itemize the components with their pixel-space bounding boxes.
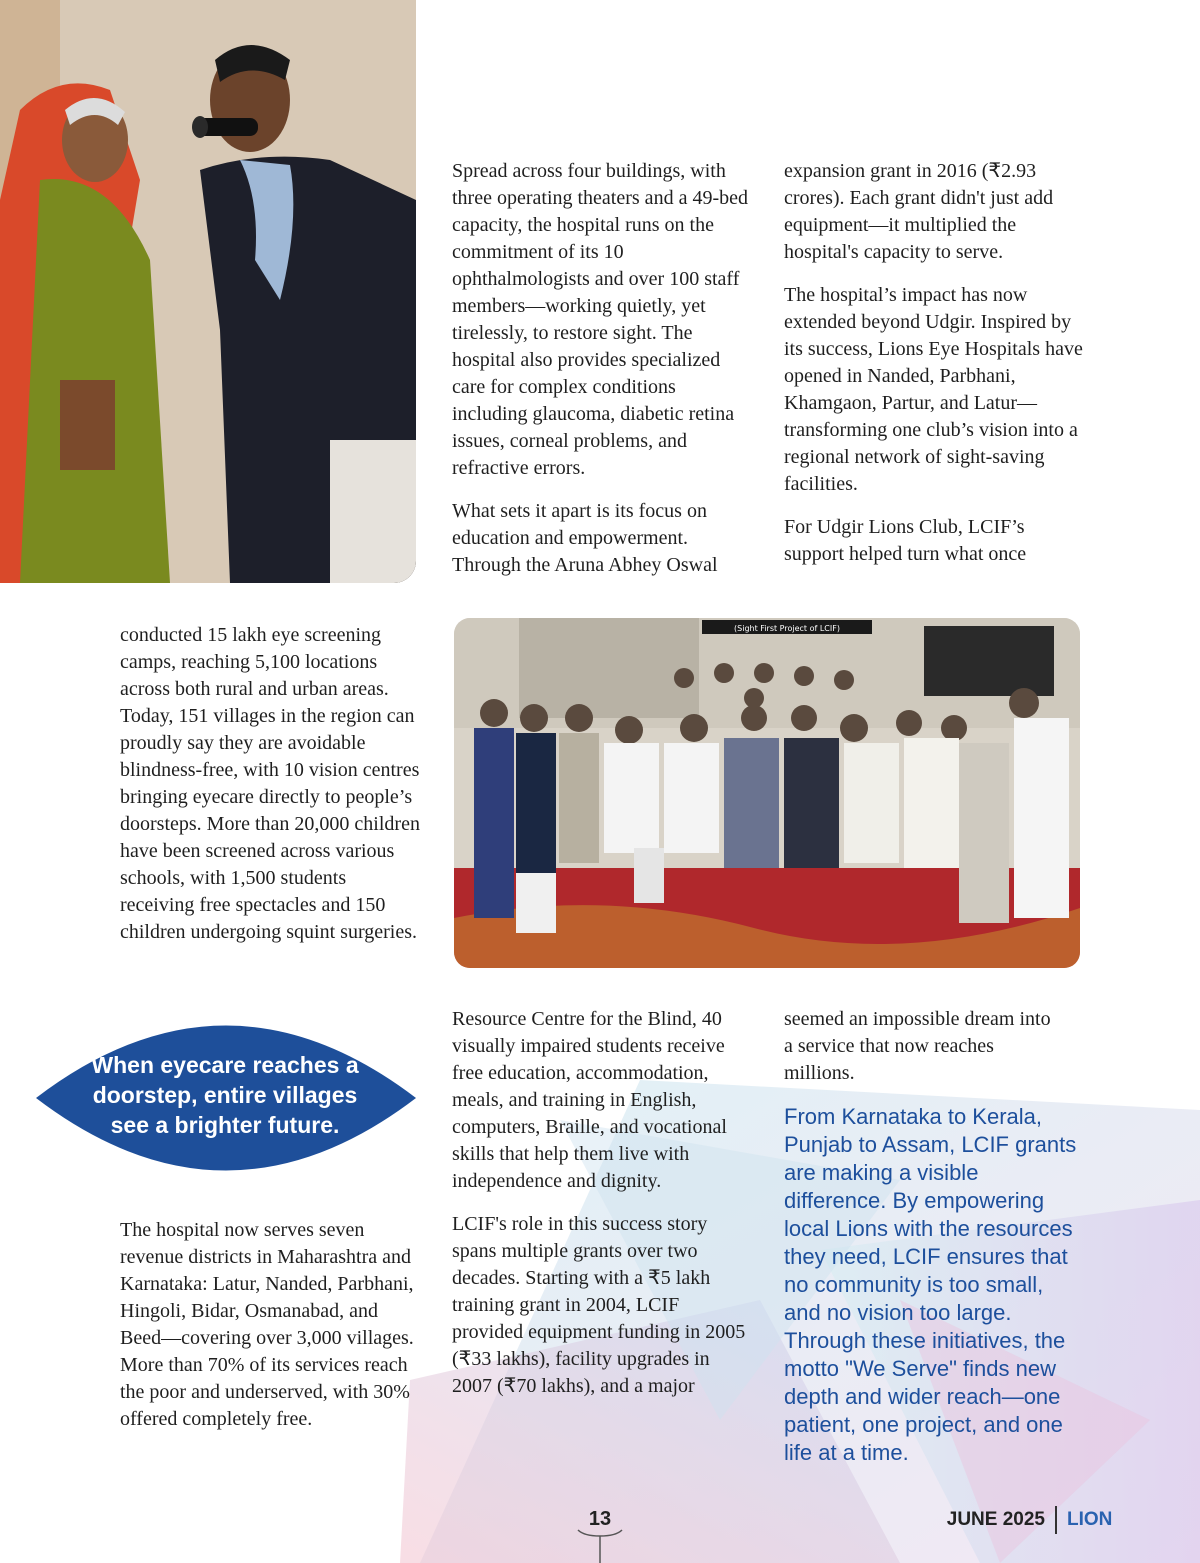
group-banner-text: (Sight First Project of LCIF) [734,624,840,633]
paragraph: Spread across four buildings, with three operating theaters and a 49-bed capacity, the hospital runs on the commitment of its 10 ophthalmologists and over 100 staff members—working quietly, yet tirelessly, to restore sight. The hospital also provides specialized care for complex conditions including glaucoma, diabetic retina issues, corneal problems, and refractive errors. [452,160,748,479]
pull-quote: When eyecare reaches a doorstep, entire villages see a brighter future. [91,1052,359,1138]
closing-highlight-text: From Karnataka to Kerala, Punjab to Assam, LCIF grants are making a visible difference. By empowering local Lions with the resources they need, LCIF ensures that no community is too small, and no vision too large. Through these initiatives, the motto "We Serve" finds new depth and wider reach—one patient, one project, and one life at a time. [784,1104,1077,1465]
paragraph: The hospital’s impact has now extended beyond Udgir. Inspired by its success, Lions Eye Hospitals have opened in Nanded, Parbhani, Khamgaon, Partur, and Latur—transforming one club’s vision into a regional network of sight-saving facilities. [784,284,1083,495]
paragraph: seemed an impossible dream into a service that now reaches millions. [784,1008,1051,1084]
page-number-marker [576,1528,624,1563]
column-top-middle [452,158,752,595]
paragraph: Resource Centre for the Blind, 40 visually impaired students receive free education, accommodation, meals, and training in English, computers, Braille, and vocational skills that help them live with independence and dignity. [452,1008,727,1192]
column-bottom-right [784,1006,1064,1103]
paragraph: expansion grant in 2016 (₹2.93 crores). Each grant didn't just add equipment—it multiplied the hospital's capacity to serve. [784,160,1054,263]
issue-date: JUNE 2025 [946,1509,1045,1530]
group-photo [454,618,1080,968]
column-left-bottom [120,1217,420,1449]
page-number: 13 [588,1508,612,1530]
paragraph: conducted 15 lakh eye screening camps, reaching 5,100 locations across both rural and urban areas. Today, 151 villages in the region can proudly say they are avoidable blindness-free, with 10 vision centres bringing eyecare directly to people’s doorsteps. More than 20,000 children have been screened across various schools, with 1,500 students receiving free spectacles and 150 children undergoing squint surgeries. [120,624,420,943]
eye-exam-photo [0,0,416,583]
column-bottom-middle [452,1006,752,1416]
paragraph: The hospital now serves seven revenue districts in Maharashtra and Karnataka: Latur, Nanded, Parbhani, Hingoli, Bidar, Osmanabad, and Beed—covering over 3,000 villages. More than 70% of its services reach the poor and underserved, with 30% offered completely free. [120,1219,414,1430]
column-top-right [784,158,1084,584]
paragraph: For Udgir Lions Club, LCIF’s support helped turn what once [784,516,1027,565]
paragraph: LCIF's role in this success story spans multiple grants over two decades. Starting with a ₹5 lakh training grant in 2004, LCIF provided equipment funding in 2005 (₹33 lakhs), facility upgrades in 2007 (₹70 lakhs), and a major [452,1213,746,1397]
magazine-name: LION [1067,1509,1113,1530]
paragraph: What sets it apart is its focus on education and empowerment. Through the Aruna Abhey Oswal [452,500,718,576]
footer-divider [1055,1506,1057,1534]
column-left-middle [120,622,420,962]
